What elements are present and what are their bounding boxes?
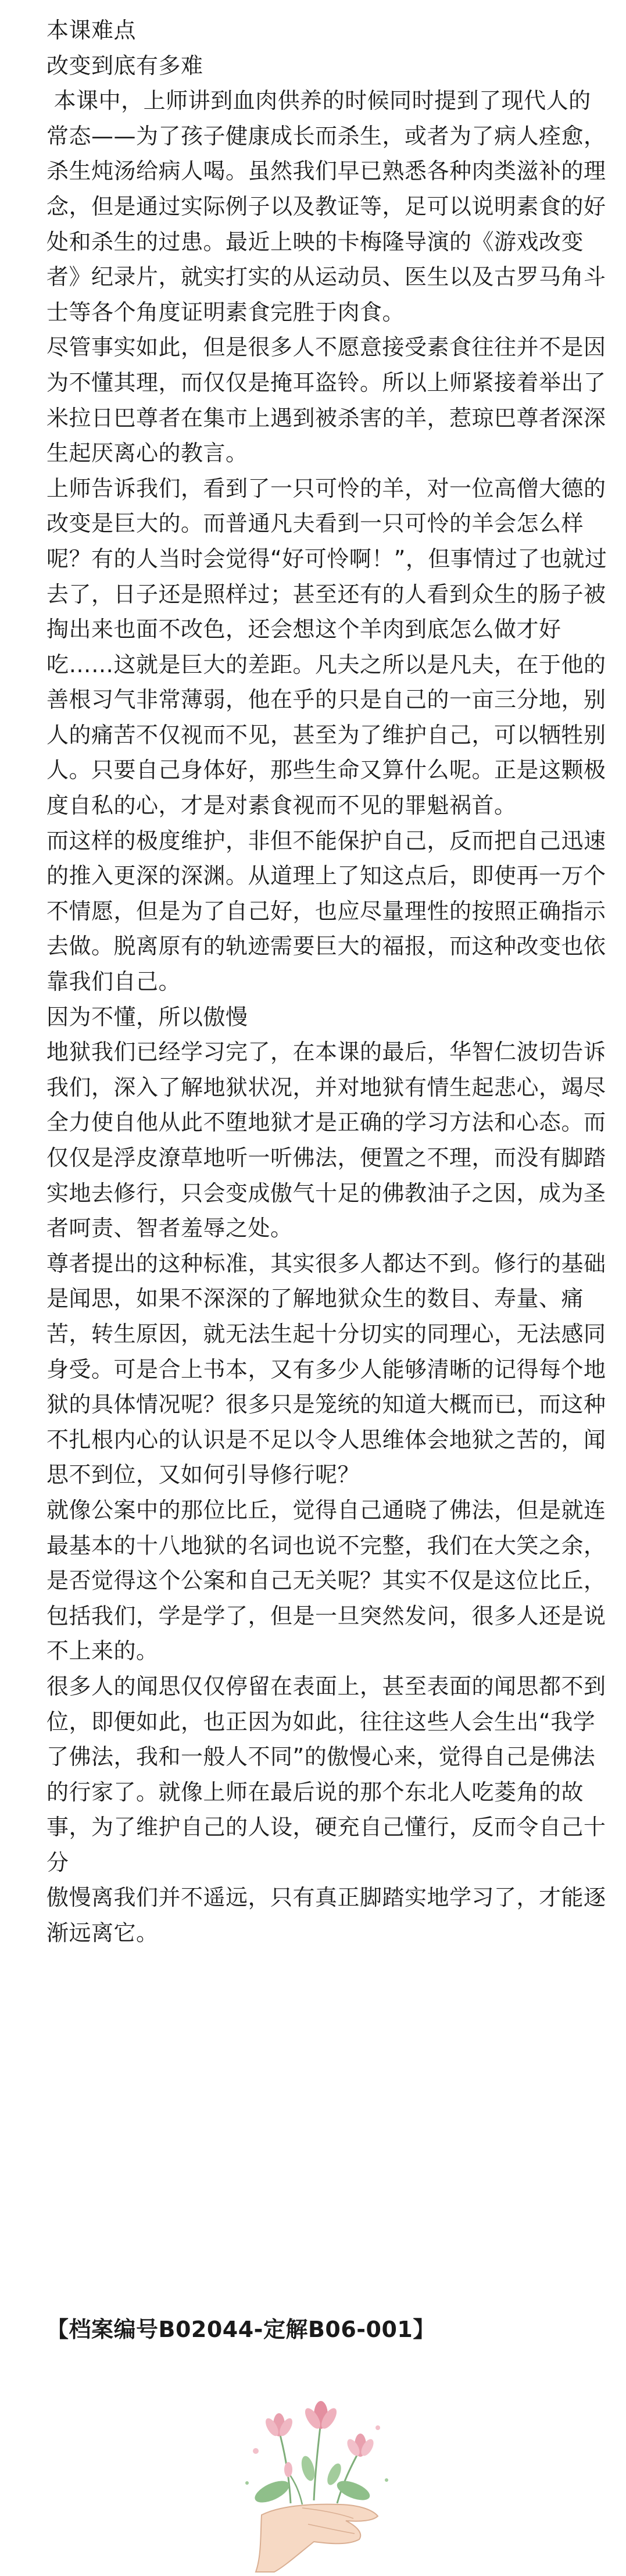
paragraph: 傲慢离我们并不遥远，只有真正脚踏实地学习了，才能逐渐远离它。 — [46, 1885, 606, 1946]
article-title: 本课难点 — [46, 17, 137, 43]
paragraph: 尽管事实如此，但是很多人不愿意接受素食往往并不是因为不懂其理，而仅仅是掩耳盗铃。所以上师紧接着举出了米拉日巴尊者在集市上遇到被杀害的羊，惹琼巴尊者深深生起厌离心的教言。 — [46, 334, 606, 466]
paragraph: 尊者提出的这种标准，其实很多人都达不到。修行的基础是闻思，如果不深深的了解地狱众生的数目、寿量、痛苦，转生原因，就无法生起十分切实的同理心，无法感同身受。可是合上书本，又有多少人能够清晰的记得每个地狱的具体情况呢？很多只是笼统的知道大概而已，而这种不扎根内心的认识是不足以令人思维体会地狱之苦的，闻思不到位，又如何引导修行呢？ — [46, 1250, 606, 1488]
paragraph: 地狱我们已经学习完了，在本课的最后，华智仁波切告诉我们，深入了解地狱状况，并对地狱有情生起悲心，竭尽全力使自他从此不堕地狱才是正确的学习方法和心态。而仅仅是浮皮潦草地听一听佛法，便置之不理，而没有脚踏实地去修行，只会变成傲气十足的佛教油子之因，成为圣者呵责、智者羞辱之处。 — [46, 1039, 606, 1241]
lotus-flower — [263, 2413, 295, 2438]
leaf — [299, 2454, 317, 2482]
article-body — [46, 13, 610, 1951]
article-subtitle: 改变到底有多难 — [46, 52, 203, 79]
lotus-flower — [345, 2434, 376, 2458]
leaf — [252, 2477, 292, 2507]
leaf — [334, 2477, 372, 2504]
hand — [256, 2504, 378, 2572]
lotus-hand-illustration — [221, 2381, 407, 2573]
archive-record-number: 【档案编号B02044-定解B06-001】 — [46, 2317, 435, 2342]
lotus-bud — [284, 2462, 292, 2477]
paragraph: 本课中，上师讲到血肉供养的时候同时提到了现代人的常态——为了孩子健康成长而杀生，或者为了病人痊愈，杀生炖汤给病人喝。虽然我们早已熟悉各种肉类滋补的理念，但是通过实际例子以及教证等，足可以说明素食的好处和杀生的过患。最近上映的卡梅隆导演的《游戏改变者》纪录片，就实打实的从运动员、医生以及古罗马角斗士等各个角度证明素食完胜于肉食。 — [46, 88, 606, 325]
paragraph: 就像公案中的那位比丘，觉得自己通晓了佛法，但是就连最基本的十八地狱的名词也说不完整，我们在大笑之余，是否觉得这个公案和自己无关呢？其实不仅是这位比丘，包括我们，学是学了，但是一旦突然发问，很多人还是说不上来的。 — [46, 1497, 606, 1664]
paragraph: 而这样的极度维护，非但不能保护自己，反而把自己迅速的推入更深的深渊。从道理上了知这点后，即使再一万个不情愿，但是为了自己好，也应尽量理性的按照正确指示去做。脱离原有的轨迹需要巨大的福报，而这种改变也依靠我们自己。 — [46, 827, 606, 995]
petal-dot — [375, 2425, 380, 2430]
stem — [289, 2474, 302, 2504]
section-heading: 因为不懂，所以傲慢 — [46, 1004, 248, 1030]
petal-dot — [253, 2448, 259, 2454]
stem — [314, 2422, 321, 2500]
paragraph: 很多人的闻思仅仅停留在表面上，甚至表面的闻思都不到位，即便如此，也正因为如此，往往这些人会生出“我学了佛法，我和一般人不同”的傲慢心来，觉得自己是佛法的行家了。就像上师在最后说的那个东北人吃菱角的故事，为了维护自己的人设，硬充自己懂行，反而令自己十分 — [46, 1673, 606, 1875]
lotus-hand-icon — [221, 2381, 407, 2573]
petal-dot — [385, 2478, 388, 2482]
paragraph: 上师告诉我们，看到了一只可怜的羊，对一位高僧大德的改变是巨大的。而普通凡夫看到一只可怜的羊会怎么样呢？有的人当时会觉得“好可怜啊！”，但事情过了也就过去了，日子还是照样过；甚至还有的人看到众生的肠子被掏出来也面不改色，还会想这个羊肉到底怎么做才好吃……这就是巨大的差距。凡夫之所以是凡夫，在于他的善根习气非常薄弱，他在乎的只是自己的一亩三分地，别人的痛苦不仅视而不见，甚至为了维护自己，可以牺牲别人。只要自己身体好，那些生命又算什么呢。正是这颗极度自私的心，才是对素食视而不见的罪魁祸首。 — [46, 475, 607, 819]
petal-dot — [245, 2481, 249, 2485]
lotus-flower — [302, 2401, 339, 2431]
